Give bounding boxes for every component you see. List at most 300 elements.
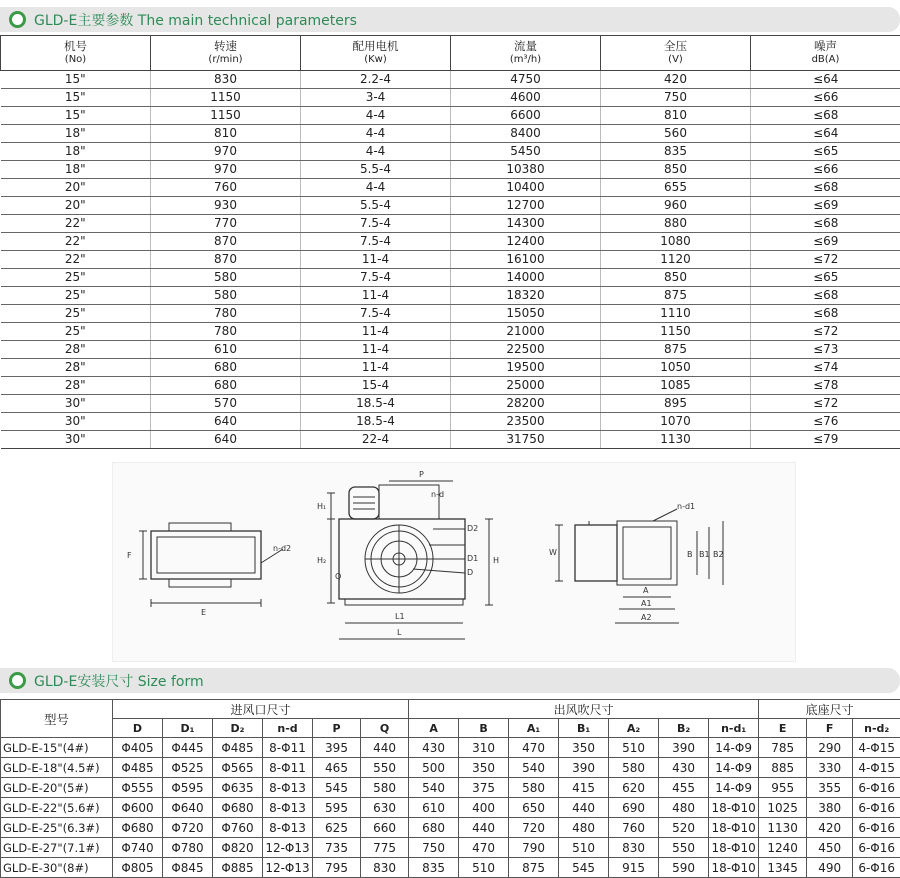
- table-row: [1, 107, 900, 125]
- section-title: GLD-E主要参数 The main technical parameters: [34, 10, 357, 30]
- table-cell: 6-Φ16: [853, 818, 900, 838]
- section-header-parameters: [0, 7, 900, 32]
- table-cell: 510: [559, 838, 609, 858]
- table-row: [1, 233, 900, 251]
- table-cell: 610: [151, 341, 301, 359]
- model-cell: GLD-E-25"(6.3#): [1, 818, 113, 838]
- table-cell: ≤65: [751, 143, 900, 161]
- table-cell: 11-4: [301, 341, 451, 359]
- table-cell: 545: [559, 858, 609, 878]
- table-cell: 15": [1, 89, 151, 107]
- label-E: E: [201, 608, 206, 617]
- column-header: B: [459, 719, 509, 738]
- table-cell: 4-4: [301, 179, 451, 197]
- table-cell: 1070: [601, 413, 751, 431]
- table-cell: 8-Φ13: [263, 818, 313, 838]
- table-cell: 510: [609, 738, 659, 758]
- table-cell: 380: [807, 798, 853, 818]
- column-header: D₂: [213, 719, 263, 738]
- table-cell: 18": [1, 125, 151, 143]
- table-cell: 625: [313, 818, 361, 838]
- table-cell: ≤68: [751, 305, 900, 323]
- table-cell: 12-Φ13: [263, 838, 313, 858]
- table-cell: 11-4: [301, 251, 451, 269]
- table-cell: 18-Φ10: [709, 818, 759, 838]
- table-cell: ≤64: [751, 125, 900, 143]
- table-cell: 680: [151, 377, 301, 395]
- table-row: [1, 818, 900, 838]
- table-cell: 5.5-4: [301, 197, 451, 215]
- table-cell: 4-4: [301, 125, 451, 143]
- table-cell: ≤64: [751, 71, 900, 89]
- table-cell: 7.5-4: [301, 269, 451, 287]
- table-cell: 28": [1, 377, 151, 395]
- table-cell: 680: [409, 818, 459, 838]
- table-cell: 355: [807, 778, 853, 798]
- table-cell: 915: [609, 858, 659, 878]
- table-cell: 930: [151, 197, 301, 215]
- table-cell: 850: [601, 269, 751, 287]
- table-cell: 580: [509, 778, 559, 798]
- table-cell: Φ445: [163, 738, 213, 758]
- model-cell: GLD-E-20"(5#): [1, 778, 113, 798]
- column-header: D₁: [163, 719, 213, 738]
- table-row: [1, 197, 900, 215]
- table-row: [1, 798, 900, 818]
- label-H1: H₁: [317, 502, 326, 511]
- table-cell: 550: [659, 838, 709, 858]
- table-cell: ≤68: [751, 179, 900, 197]
- technical-drawing: [112, 462, 796, 662]
- header-inlet-group: 进风口尺寸: [113, 700, 409, 719]
- column-header: n-d: [263, 719, 313, 738]
- table-cell: 8-Φ11: [263, 738, 313, 758]
- table-cell: 415: [559, 778, 609, 798]
- column-header: D: [113, 719, 163, 738]
- table-row: [1, 143, 900, 161]
- table-cell: 660: [361, 818, 409, 838]
- table-cell: 14-Φ9: [709, 758, 759, 778]
- dimension-drawing-svg: [113, 463, 795, 661]
- table-cell: 790: [509, 838, 559, 858]
- table-cell: 8-Φ13: [263, 778, 313, 798]
- table-cell: Φ600: [113, 798, 163, 818]
- table-cell: Φ635: [213, 778, 263, 798]
- table-cell: 750: [601, 89, 751, 107]
- table-cell: 510: [459, 858, 509, 878]
- table-cell: 11-4: [301, 287, 451, 305]
- table-cell: ≤74: [751, 359, 900, 377]
- table-cell: 5450: [451, 143, 601, 161]
- table-cell: 18-Φ10: [709, 798, 759, 818]
- table-cell: 14300: [451, 215, 601, 233]
- table-cell: 610: [409, 798, 459, 818]
- table-cell: 450: [807, 838, 853, 858]
- table-cell: 5.5-4: [301, 161, 451, 179]
- table-cell: 8-Φ11: [263, 758, 313, 778]
- table-cell: 735: [313, 838, 361, 858]
- table-cell: 7.5-4: [301, 305, 451, 323]
- table-row: [1, 287, 900, 305]
- table-row: [1, 738, 900, 758]
- column-header: A₁: [509, 719, 559, 738]
- fan-side-view: [317, 470, 499, 639]
- table-cell: 955: [759, 778, 807, 798]
- table-cell: 570: [151, 395, 301, 413]
- header-base-group: 底座尺寸: [759, 700, 900, 719]
- table-cell: Φ485: [213, 738, 263, 758]
- table-cell: 795: [313, 858, 361, 878]
- table-cell: 1120: [601, 251, 751, 269]
- table-cell: 875: [601, 341, 751, 359]
- table-cell: 1240: [759, 838, 807, 858]
- table-cell: 775: [361, 838, 409, 858]
- table-cell: 895: [601, 395, 751, 413]
- table-cell: 20": [1, 197, 151, 215]
- table-cell: 580: [609, 758, 659, 778]
- table-cell: 2.2-4: [301, 71, 451, 89]
- column-header: Q: [361, 719, 409, 738]
- column-header: n-d₁: [709, 719, 759, 738]
- table-cell: ≤72: [751, 251, 900, 269]
- table-row: [1, 305, 900, 323]
- table-cell: 960: [601, 197, 751, 215]
- table-cell: 595: [313, 798, 361, 818]
- table-cell: 440: [361, 738, 409, 758]
- table-cell: 780: [151, 305, 301, 323]
- table-row: [1, 838, 900, 858]
- header-speed: 转速 (r/min): [151, 36, 301, 71]
- table-cell: 25": [1, 269, 151, 287]
- table-row: [1, 215, 900, 233]
- table-cell: 770: [151, 215, 301, 233]
- model-cell: GLD-E-30"(8#): [1, 858, 113, 878]
- table-cell: ≤65: [751, 269, 900, 287]
- table-cell: 580: [151, 269, 301, 287]
- header-motor: 配用电机 (Kw): [301, 36, 451, 71]
- table-cell: 22": [1, 215, 151, 233]
- column-header: A: [409, 719, 459, 738]
- table-cell: 25": [1, 305, 151, 323]
- table-cell: 22": [1, 233, 151, 251]
- label-nd1: n-d1: [677, 502, 695, 511]
- table-cell: ≤68: [751, 287, 900, 305]
- label-L1: L1: [395, 612, 405, 621]
- table-cell: 880: [601, 215, 751, 233]
- table-cell: 28200: [451, 395, 601, 413]
- table-cell: 16100: [451, 251, 601, 269]
- table-cell: Φ885: [213, 858, 263, 878]
- label-L: L: [397, 628, 402, 637]
- table-cell: 4600: [451, 89, 601, 107]
- table-cell: 4-Φ15: [853, 758, 900, 778]
- header-no: 机号 (No): [1, 36, 151, 71]
- table-cell: 620: [609, 778, 659, 798]
- table-cell: 19500: [451, 359, 601, 377]
- table-cell: 785: [759, 738, 807, 758]
- column-header: n-d₂: [853, 719, 900, 738]
- table-cell: 455: [659, 778, 709, 798]
- table-cell: 540: [509, 758, 559, 778]
- size-form-table: [0, 699, 900, 878]
- table-cell: 550: [361, 758, 409, 778]
- table-cell: 480: [659, 798, 709, 818]
- table-cell: ≤78: [751, 377, 900, 395]
- table-cell: 22500: [451, 341, 601, 359]
- table-cell: ≤68: [751, 215, 900, 233]
- table-cell: ≤73: [751, 341, 900, 359]
- column-header: A₂: [609, 719, 659, 738]
- table-row: [1, 251, 900, 269]
- header-noise: 噪声 dB(A): [751, 36, 900, 71]
- table-cell: 1130: [601, 431, 751, 449]
- table-cell: 30": [1, 413, 151, 431]
- table-cell: 970: [151, 161, 301, 179]
- table-row: [1, 179, 900, 197]
- table-cell: 420: [807, 818, 853, 838]
- table-cell: 31750: [451, 431, 601, 449]
- table-cell: 22-4: [301, 431, 451, 449]
- table-row: [1, 341, 900, 359]
- table-cell: ≤76: [751, 413, 900, 431]
- label-nd2: n-d2: [273, 544, 291, 553]
- table-cell: 350: [459, 758, 509, 778]
- table-cell: 545: [313, 778, 361, 798]
- table-cell: 330: [807, 758, 853, 778]
- table-cell: 630: [361, 798, 409, 818]
- table-cell: 875: [509, 858, 559, 878]
- table-cell: Φ805: [113, 858, 163, 878]
- label-H: H: [493, 556, 499, 565]
- header-outlet-group: 出风吹尺寸: [409, 700, 759, 719]
- table-cell: 810: [601, 107, 751, 125]
- table-cell: 885: [759, 758, 807, 778]
- table-cell: 25": [1, 287, 151, 305]
- table-cell: 290: [807, 738, 853, 758]
- header-flow: 流量 (m³/h): [451, 36, 601, 71]
- label-B1: B1: [699, 550, 710, 559]
- section-title: GLD-E安装尺寸 Size form: [34, 671, 204, 691]
- table-cell: 7.5-4: [301, 233, 451, 251]
- table-row: [1, 161, 900, 179]
- section-header-size-form: [0, 668, 900, 693]
- table-cell: 480: [559, 818, 609, 838]
- size-column-header-row: [1, 719, 900, 738]
- table-cell: Φ485: [113, 758, 163, 778]
- table-cell: 430: [659, 758, 709, 778]
- table-cell: 18": [1, 143, 151, 161]
- table-cell: 15-4: [301, 377, 451, 395]
- table-cell: 640: [151, 431, 301, 449]
- table-cell: 650: [509, 798, 559, 818]
- table-cell: 4-Φ15: [853, 738, 900, 758]
- table-cell: 22": [1, 251, 151, 269]
- table-cell: 655: [601, 179, 751, 197]
- table-cell: 20": [1, 179, 151, 197]
- table-cell: 18": [1, 161, 151, 179]
- table-cell: Φ720: [163, 818, 213, 838]
- table-cell: 4750: [451, 71, 601, 89]
- table-cell: 310: [459, 738, 509, 758]
- column-header: B₂: [659, 719, 709, 738]
- table-cell: 10400: [451, 179, 601, 197]
- table-cell: 560: [601, 125, 751, 143]
- column-header: E: [759, 719, 807, 738]
- table-cell: 18320: [451, 287, 601, 305]
- table-cell: 6600: [451, 107, 601, 125]
- label-A1: A1: [641, 599, 652, 608]
- label-D1: D1: [467, 554, 478, 563]
- label-A: A: [643, 586, 649, 595]
- table-row: [1, 359, 900, 377]
- parameters-table: [0, 35, 900, 449]
- table-cell: 970: [151, 143, 301, 161]
- header-pressure: 全压 (V): [601, 36, 751, 71]
- table-cell: ≤68: [751, 107, 900, 125]
- table-cell: Φ525: [163, 758, 213, 778]
- table-cell: 3-4: [301, 89, 451, 107]
- table-cell: 490: [807, 858, 853, 878]
- table-cell: Φ760: [213, 818, 263, 838]
- table-cell: Φ820: [213, 838, 263, 858]
- table-cell: 1025: [759, 798, 807, 818]
- table-cell: Φ680: [213, 798, 263, 818]
- table-cell: 18.5-4: [301, 413, 451, 431]
- table-cell: 1150: [151, 107, 301, 125]
- table-cell: 760: [609, 818, 659, 838]
- table-cell: ≤72: [751, 323, 900, 341]
- column-header: F: [807, 719, 853, 738]
- label-H2: H₂: [317, 556, 326, 565]
- table-cell: 500: [409, 758, 459, 778]
- inlet-view: [127, 523, 291, 617]
- table-cell: 835: [409, 858, 459, 878]
- circle-bullet-icon: [9, 11, 26, 28]
- table-row: [1, 71, 900, 89]
- table-cell: Φ555: [113, 778, 163, 798]
- table-cell: 850: [601, 161, 751, 179]
- table-cell: 470: [459, 838, 509, 858]
- table-cell: Φ405: [113, 738, 163, 758]
- label-Q: Q: [335, 572, 341, 581]
- table-cell: 390: [659, 738, 709, 758]
- table-cell: 440: [459, 818, 509, 838]
- table-cell: 1150: [601, 323, 751, 341]
- table-cell: 420: [601, 71, 751, 89]
- table-cell: 25": [1, 323, 151, 341]
- table-cell: 875: [601, 287, 751, 305]
- table-cell: 835: [601, 143, 751, 161]
- table-cell: 690: [609, 798, 659, 818]
- table-cell: 15": [1, 71, 151, 89]
- table-cell: 870: [151, 233, 301, 251]
- table-cell: 750: [409, 838, 459, 858]
- model-cell: GLD-E-22"(5.6#): [1, 798, 113, 818]
- table-cell: 1130: [759, 818, 807, 838]
- table-cell: 12700: [451, 197, 601, 215]
- parameters-header-row: [1, 36, 900, 71]
- table-cell: 470: [509, 738, 559, 758]
- table-row: [1, 125, 900, 143]
- table-cell: 6-Φ16: [853, 858, 900, 878]
- table-cell: 30": [1, 395, 151, 413]
- table-cell: 6-Φ16: [853, 838, 900, 858]
- outlet-view: [549, 502, 724, 623]
- table-cell: 25000: [451, 377, 601, 395]
- table-cell: 440: [559, 798, 609, 818]
- table-cell: 870: [151, 251, 301, 269]
- table-cell: ≤69: [751, 197, 900, 215]
- label-B2: B2: [713, 550, 724, 559]
- header-model: 型号: [1, 700, 113, 738]
- table-row: [1, 778, 900, 798]
- label-P: P: [419, 470, 424, 479]
- table-cell: 720: [509, 818, 559, 838]
- table-cell: 7.5-4: [301, 215, 451, 233]
- table-cell: 830: [609, 838, 659, 858]
- table-cell: 8-Φ13: [263, 798, 313, 818]
- table-cell: ≤79: [751, 431, 900, 449]
- column-header: B₁: [559, 719, 609, 738]
- table-cell: 810: [151, 125, 301, 143]
- model-cell: GLD-E-27"(7.1#): [1, 838, 113, 858]
- table-row: [1, 323, 900, 341]
- table-cell: 830: [361, 858, 409, 878]
- table-cell: 4-4: [301, 143, 451, 161]
- table-cell: 21000: [451, 323, 601, 341]
- table-cell: 680: [151, 359, 301, 377]
- table-cell: 520: [659, 818, 709, 838]
- table-cell: 14000: [451, 269, 601, 287]
- table-cell: 1345: [759, 858, 807, 878]
- table-cell: 28": [1, 359, 151, 377]
- table-row: [1, 758, 900, 778]
- table-cell: Φ565: [213, 758, 263, 778]
- table-cell: Φ780: [163, 838, 213, 858]
- table-cell: 590: [659, 858, 709, 878]
- table-cell: 4-4: [301, 107, 451, 125]
- table-cell: 830: [151, 71, 301, 89]
- table-cell: 11-4: [301, 323, 451, 341]
- table-cell: 18-Φ10: [709, 858, 759, 878]
- table-cell: 23500: [451, 413, 601, 431]
- table-cell: 580: [361, 778, 409, 798]
- table-cell: 15": [1, 107, 151, 125]
- table-row: [1, 89, 900, 107]
- table-cell: 400: [459, 798, 509, 818]
- size-group-header-row: [1, 700, 900, 719]
- table-cell: 15050: [451, 305, 601, 323]
- table-cell: 760: [151, 179, 301, 197]
- table-cell: 1085: [601, 377, 751, 395]
- table-cell: 1150: [151, 89, 301, 107]
- table-cell: 28": [1, 341, 151, 359]
- table-row: [1, 431, 900, 449]
- table-cell: 10380: [451, 161, 601, 179]
- table-cell: 390: [559, 758, 609, 778]
- table-row: [1, 269, 900, 287]
- table-cell: ≤72: [751, 395, 900, 413]
- table-cell: ≤66: [751, 89, 900, 107]
- label-D: D: [467, 568, 473, 577]
- table-cell: Φ640: [163, 798, 213, 818]
- table-row: [1, 377, 900, 395]
- table-cell: 375: [459, 778, 509, 798]
- table-cell: 430: [409, 738, 459, 758]
- model-cell: GLD-E-18"(4.5#): [1, 758, 113, 778]
- table-cell: 12-Φ13: [263, 858, 313, 878]
- table-cell: 12400: [451, 233, 601, 251]
